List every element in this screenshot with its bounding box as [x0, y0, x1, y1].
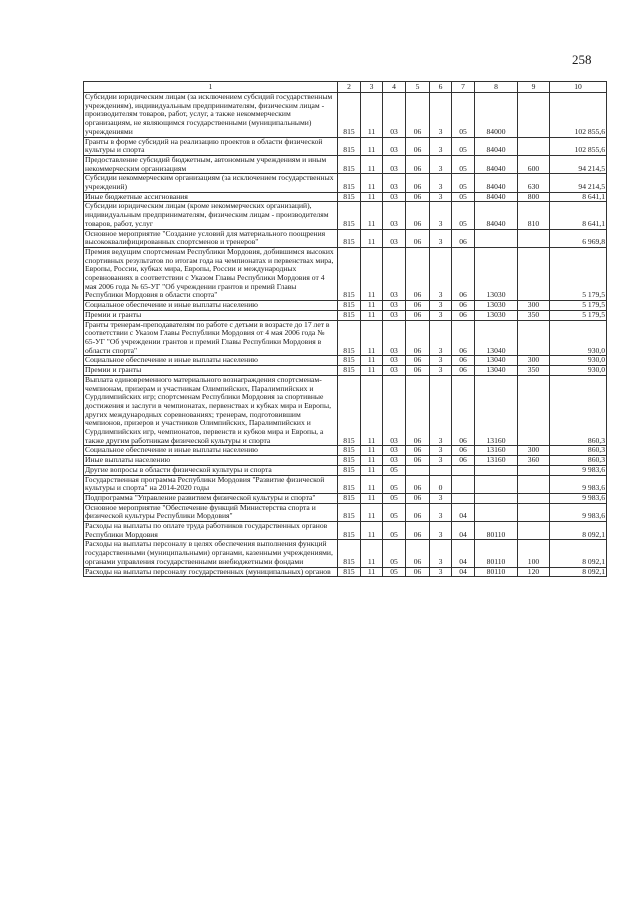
cell-target-article: 13030 [475, 301, 518, 311]
cell-subsection: 05 [383, 567, 406, 577]
table-row [84, 475, 607, 493]
cell-section: 11 [361, 137, 383, 155]
cell-target-article: 84000 [475, 93, 518, 138]
cell-expense-type: 600 [518, 155, 550, 173]
cell-program: 06 [406, 137, 430, 155]
cell-amount: 860,3 [550, 375, 607, 446]
cell-code: 815 [338, 503, 361, 521]
cell-subprogram [430, 465, 452, 475]
cell-code: 815 [338, 493, 361, 503]
cell-target-article: 84040 [475, 192, 518, 202]
cell-code: 815 [338, 522, 361, 540]
cell-subprogram: 3 [430, 540, 452, 567]
cell-section: 11 [361, 366, 383, 376]
cell-subprogram: 3 [430, 320, 452, 356]
cell-subprogram: 3 [430, 93, 452, 138]
cell-program [406, 465, 430, 475]
cell-target-article: 13040 [475, 356, 518, 366]
cell-program: 06 [406, 310, 430, 320]
col-header: 10 [550, 82, 607, 93]
cell-code: 815 [338, 356, 361, 366]
cell-amount: 8 641,1 [550, 202, 607, 229]
cell-program: 06 [406, 375, 430, 446]
cell-code: 815 [338, 465, 361, 475]
col-header: 6 [430, 82, 452, 93]
cell-code: 815 [338, 229, 361, 247]
cell-activity: 04 [452, 567, 475, 577]
cell-subsection: 03 [383, 301, 406, 311]
cell-subprogram: 3 [430, 493, 452, 503]
cell-target-article: 13030 [475, 310, 518, 320]
cell-amount: 8 092,1 [550, 567, 607, 577]
cell-target-article: 84040 [475, 202, 518, 229]
cell-expense-type: 630 [518, 174, 550, 192]
table-row [84, 137, 607, 155]
cell-subsection: 03 [383, 137, 406, 155]
row-name: Премия ведущим спортсменам Республики Мордовия, добившимся высоких спортивных результатов по итогам года на чемпионатах и первенствах мира, Европы, России, кубках мира, Европы, России и международных соревнованиях в соответствии с Указом Главы Республики Мордовия от 4 мая 2006 года № 65-УГ "Об учреждении грантов и премий Главы Республики Мордовия в области спорта" [84, 247, 338, 300]
cell-subsection: 05 [383, 493, 406, 503]
cell-target-article: 13160 [475, 446, 518, 456]
row-name: Социальное обеспечение и иные выплаты населению [84, 446, 338, 456]
row-name: Субсидии юридическим лицам (кроме некоммерческих организаций), индивидуальным предпринимателям, физическим лицам - производителям товаров, работ, услуг [84, 202, 338, 229]
cell-section: 11 [361, 301, 383, 311]
col-header: 9 [518, 82, 550, 93]
cell-subprogram: 3 [430, 155, 452, 173]
cell-program: 06 [406, 366, 430, 376]
cell-subprogram: 0 [430, 475, 452, 493]
cell-target-article [475, 465, 518, 475]
cell-target-article [475, 229, 518, 247]
cell-amount: 8 092,1 [550, 540, 607, 567]
cell-section: 11 [361, 202, 383, 229]
table-row [84, 503, 607, 521]
row-name: Основное мероприятие "Создание условий для материального поощрения высококвалифицированных спортсменов и тренеров" [84, 229, 338, 247]
row-name: Премии и гранты [84, 310, 338, 320]
row-name: Социальное обеспечение и иные выплаты населению [84, 301, 338, 311]
cell-code: 815 [338, 155, 361, 173]
row-name: Предоставление субсидий бюджетным, автономным учреждениям и иным некоммерческим организациям [84, 155, 338, 173]
cell-activity: 04 [452, 540, 475, 567]
cell-activity: 05 [452, 192, 475, 202]
cell-activity: 06 [452, 375, 475, 446]
cell-code: 815 [338, 456, 361, 466]
cell-code: 815 [338, 375, 361, 446]
cell-code: 815 [338, 475, 361, 493]
cell-subsection: 03 [383, 202, 406, 229]
cell-section: 11 [361, 446, 383, 456]
cell-subprogram: 3 [430, 192, 452, 202]
cell-target-article [475, 503, 518, 521]
cell-section: 11 [361, 567, 383, 577]
cell-section: 11 [361, 493, 383, 503]
cell-expense-type [518, 475, 550, 493]
cell-subsection: 05 [383, 503, 406, 521]
cell-expense-type [518, 247, 550, 300]
cell-amount: 6 969,8 [550, 229, 607, 247]
cell-subsection: 03 [383, 366, 406, 376]
cell-activity: 06 [452, 229, 475, 247]
cell-amount: 9 983,6 [550, 465, 607, 475]
table-row [84, 540, 607, 567]
cell-subprogram: 3 [430, 503, 452, 521]
cell-expense-type [518, 493, 550, 503]
cell-subsection: 03 [383, 93, 406, 138]
col-header: 2 [338, 82, 361, 93]
cell-section: 11 [361, 229, 383, 247]
cell-amount: 860,3 [550, 446, 607, 456]
table-row [84, 202, 607, 229]
table-row [84, 229, 607, 247]
cell-subsection: 03 [383, 356, 406, 366]
table-row [84, 320, 607, 356]
cell-activity: 06 [452, 247, 475, 300]
cell-amount: 5 179,5 [550, 310, 607, 320]
cell-expense-type: 350 [518, 310, 550, 320]
cell-program: 06 [406, 503, 430, 521]
row-name: Выплата единовременного материального вознаграждения спортсменам-чемпионам, призерам и участникам Олимпийских, Паралимпийских и Сурдлимпийских игр; спортсменам Республики Мордовия за спортивные достижения и заслуги в чемпионатах, первенствах и кубках мира и Европы, других международных соревнованиях; тренерам, подготовившим чемпионов, призеров и участников Олимпийских, Паралимпийских и Сурдлимпийских игр, чемпионатов, первенств и кубков мира и Европы, а также другим работникам физической культуры и спорта [84, 375, 338, 446]
cell-amount: 8 092,1 [550, 522, 607, 540]
cell-target-article: 13030 [475, 247, 518, 300]
cell-section: 11 [361, 503, 383, 521]
cell-expense-type [518, 522, 550, 540]
cell-amount: 9 983,6 [550, 493, 607, 503]
cell-expense-type: 800 [518, 192, 550, 202]
table-row [84, 174, 607, 192]
cell-activity [452, 493, 475, 503]
cell-amount: 102 855,6 [550, 137, 607, 155]
table-row [84, 522, 607, 540]
cell-program: 06 [406, 155, 430, 173]
cell-target-article: 13040 [475, 366, 518, 376]
cell-amount: 930,0 [550, 366, 607, 376]
cell-subprogram: 3 [430, 202, 452, 229]
cell-amount: 860,3 [550, 456, 607, 466]
header-row [84, 82, 607, 93]
cell-expense-type: 100 [518, 540, 550, 567]
cell-activity: 05 [452, 174, 475, 192]
cell-code: 815 [338, 301, 361, 311]
cell-activity: 05 [452, 93, 475, 138]
cell-section: 11 [361, 475, 383, 493]
cell-amount: 5 179,5 [550, 301, 607, 311]
row-name: Другие вопросы в области физической культуры и спорта [84, 465, 338, 475]
cell-code: 815 [338, 137, 361, 155]
cell-program: 06 [406, 247, 430, 300]
cell-subsection: 03 [383, 310, 406, 320]
cell-subsection: 05 [383, 475, 406, 493]
table-row [84, 366, 607, 376]
cell-amount: 8 641,1 [550, 192, 607, 202]
cell-amount: 94 214,5 [550, 174, 607, 192]
cell-subprogram: 3 [430, 174, 452, 192]
cell-program: 06 [406, 522, 430, 540]
cell-program: 06 [406, 493, 430, 503]
table-row [84, 567, 607, 577]
row-name: Государственная программа Республики Мордовия "Развитие физической культуры и спорта" на 2014-2020 годы [84, 475, 338, 493]
col-header: 4 [383, 82, 406, 93]
cell-subprogram: 3 [430, 456, 452, 466]
cell-code: 815 [338, 366, 361, 376]
cell-expense-type: 120 [518, 567, 550, 577]
cell-activity: 05 [452, 202, 475, 229]
cell-target-article [475, 475, 518, 493]
cell-subprogram: 3 [430, 375, 452, 446]
cell-expense-type [518, 503, 550, 521]
cell-activity: 05 [452, 155, 475, 173]
row-name: Расходы на выплаты по оплате труда работников государственных органов Республики Мордовия [84, 522, 338, 540]
cell-section: 11 [361, 465, 383, 475]
cell-amount: 94 214,5 [550, 155, 607, 173]
table-row [84, 247, 607, 300]
cell-code: 815 [338, 540, 361, 567]
table-row [84, 456, 607, 466]
cell-subprogram: 3 [430, 356, 452, 366]
cell-subsection: 03 [383, 375, 406, 446]
cell-activity: 06 [452, 456, 475, 466]
cell-subprogram: 3 [430, 137, 452, 155]
row-name: Гранты в форме субсидий на реализацию проектов в области физической культуры и спорта [84, 137, 338, 155]
cell-activity: 06 [452, 310, 475, 320]
cell-expense-type: 350 [518, 366, 550, 376]
table-row [84, 375, 607, 446]
col-header: 8 [475, 82, 518, 93]
cell-program: 06 [406, 301, 430, 311]
cell-target-article: 84040 [475, 137, 518, 155]
row-name: Расходы на выплаты персоналу государственных (муниципальных) органов [84, 567, 338, 577]
cell-amount: 5 179,5 [550, 247, 607, 300]
cell-activity: 06 [452, 301, 475, 311]
cell-target-article: 13040 [475, 320, 518, 356]
row-name: Подпрограмма "Управление развитием физической культуры и спорта" [84, 493, 338, 503]
cell-code: 815 [338, 174, 361, 192]
cell-amount: 102 855,6 [550, 93, 607, 138]
cell-expense-type [518, 229, 550, 247]
row-name: Иные бюджетные ассигнования [84, 192, 338, 202]
table-row [84, 446, 607, 456]
cell-amount: 9 983,6 [550, 503, 607, 521]
cell-target-article: 80110 [475, 567, 518, 577]
cell-program: 06 [406, 446, 430, 456]
cell-subsection: 05 [383, 522, 406, 540]
cell-code: 815 [338, 310, 361, 320]
cell-expense-type [518, 320, 550, 356]
cell-program: 06 [406, 456, 430, 466]
cell-subprogram: 3 [430, 229, 452, 247]
cell-subsection: 03 [383, 247, 406, 300]
cell-code: 815 [338, 567, 361, 577]
cell-section: 11 [361, 247, 383, 300]
cell-activity [452, 465, 475, 475]
cell-subsection: 03 [383, 155, 406, 173]
cell-amount: 930,0 [550, 320, 607, 356]
cell-subsection: 03 [383, 320, 406, 356]
cell-subsection: 03 [383, 174, 406, 192]
cell-section: 11 [361, 174, 383, 192]
cell-section: 11 [361, 456, 383, 466]
cell-code: 815 [338, 202, 361, 229]
cell-section: 11 [361, 155, 383, 173]
cell-subprogram: 3 [430, 522, 452, 540]
cell-amount: 930,0 [550, 356, 607, 366]
cell-program: 06 [406, 320, 430, 356]
cell-code: 815 [338, 446, 361, 456]
cell-code: 815 [338, 320, 361, 356]
cell-section: 11 [361, 320, 383, 356]
cell-subsection: 03 [383, 192, 406, 202]
cell-program: 06 [406, 567, 430, 577]
cell-activity: 06 [452, 320, 475, 356]
table-row [84, 192, 607, 202]
cell-subsection: 05 [383, 540, 406, 567]
cell-program: 06 [406, 475, 430, 493]
cell-code: 815 [338, 192, 361, 202]
cell-section: 11 [361, 192, 383, 202]
cell-subprogram: 3 [430, 366, 452, 376]
cell-target-article: 80110 [475, 540, 518, 567]
cell-target-article: 13160 [475, 375, 518, 446]
cell-program: 06 [406, 202, 430, 229]
cell-section: 11 [361, 310, 383, 320]
table-row [84, 465, 607, 475]
table-row [84, 493, 607, 503]
row-name: Социальное обеспечение и иные выплаты населению [84, 356, 338, 366]
cell-subprogram: 3 [430, 446, 452, 456]
cell-activity [452, 475, 475, 493]
row-name: Премии и гранты [84, 366, 338, 376]
cell-activity: 04 [452, 522, 475, 540]
col-header: 5 [406, 82, 430, 93]
col-header: 7 [452, 82, 475, 93]
row-name: Субсидии некоммерческим организациям (за исключением государственных учреждений) [84, 174, 338, 192]
cell-activity: 05 [452, 137, 475, 155]
cell-program: 06 [406, 540, 430, 567]
cell-expense-type: 300 [518, 446, 550, 456]
table-row [84, 356, 607, 366]
cell-section: 11 [361, 522, 383, 540]
col-header: 1 [84, 82, 338, 93]
cell-activity: 06 [452, 356, 475, 366]
cell-activity: 04 [452, 503, 475, 521]
cell-target-article: 84040 [475, 174, 518, 192]
row-name: Гранты тренерам-преподавателям по работе с детьми в возрасте до 17 лет в соответствии с Указом Главы Республики Мордовия от 4 мая 2006 года № 65-УГ "Об учреждении грантов и премий Главы Республики Мордовия в области спорта" [84, 320, 338, 356]
cell-expense-type: 300 [518, 356, 550, 366]
cell-subprogram: 3 [430, 247, 452, 300]
cell-expense-type [518, 137, 550, 155]
cell-subprogram: 3 [430, 567, 452, 577]
cell-subprogram: 3 [430, 310, 452, 320]
cell-section: 11 [361, 540, 383, 567]
cell-expense-type [518, 375, 550, 446]
cell-code: 815 [338, 247, 361, 300]
cell-code: 815 [338, 93, 361, 138]
col-header: 3 [361, 82, 383, 93]
cell-expense-type: 360 [518, 456, 550, 466]
cell-amount: 9 983,6 [550, 475, 607, 493]
cell-target-article [475, 493, 518, 503]
cell-expense-type [518, 93, 550, 138]
cell-subsection: 03 [383, 229, 406, 247]
cell-subsection: 03 [383, 446, 406, 456]
table-row [84, 155, 607, 173]
cell-expense-type [518, 465, 550, 475]
table-row [84, 301, 607, 311]
page-number: 258 [572, 52, 592, 67]
table-row [84, 93, 607, 138]
cell-activity: 06 [452, 446, 475, 456]
cell-section: 11 [361, 375, 383, 446]
cell-program: 06 [406, 192, 430, 202]
cell-subsection: 05 [383, 465, 406, 475]
table-body [84, 93, 607, 577]
cell-section: 11 [361, 356, 383, 366]
cell-target-article: 13160 [475, 456, 518, 466]
cell-program: 06 [406, 174, 430, 192]
cell-program: 06 [406, 356, 430, 366]
cell-expense-type: 300 [518, 301, 550, 311]
cell-section: 11 [361, 93, 383, 138]
row-name: Субсидии юридическим лицам (за исключением субсидий государственным учреждениям), индивидуальным предпринимателям, физическим лицам - производителям товаров, работ, услуг, а также некоммерческим организациям, не являющимся государственными (муниципальными) учреждениями [84, 93, 338, 138]
cell-program: 06 [406, 93, 430, 138]
cell-target-article: 84040 [475, 155, 518, 173]
row-name: Основное мероприятие "Обеспечение функций Министерства спорта и физической культуры Республики Мордовия" [84, 503, 338, 521]
cell-subsection: 03 [383, 456, 406, 466]
cell-expense-type: 810 [518, 202, 550, 229]
row-name: Иные выплаты населению [84, 456, 338, 466]
cell-target-article: 80110 [475, 522, 518, 540]
row-name: Расходы на выплаты персоналу в целях обеспечения выполнения функций государственными (муниципальными) органами, казенными учреждениями, органами управления государственными внебюджетными фондами [84, 540, 338, 567]
cell-subprogram: 3 [430, 301, 452, 311]
cell-program: 06 [406, 229, 430, 247]
budget-table [83, 81, 607, 577]
cell-activity: 06 [452, 366, 475, 376]
table-row [84, 310, 607, 320]
